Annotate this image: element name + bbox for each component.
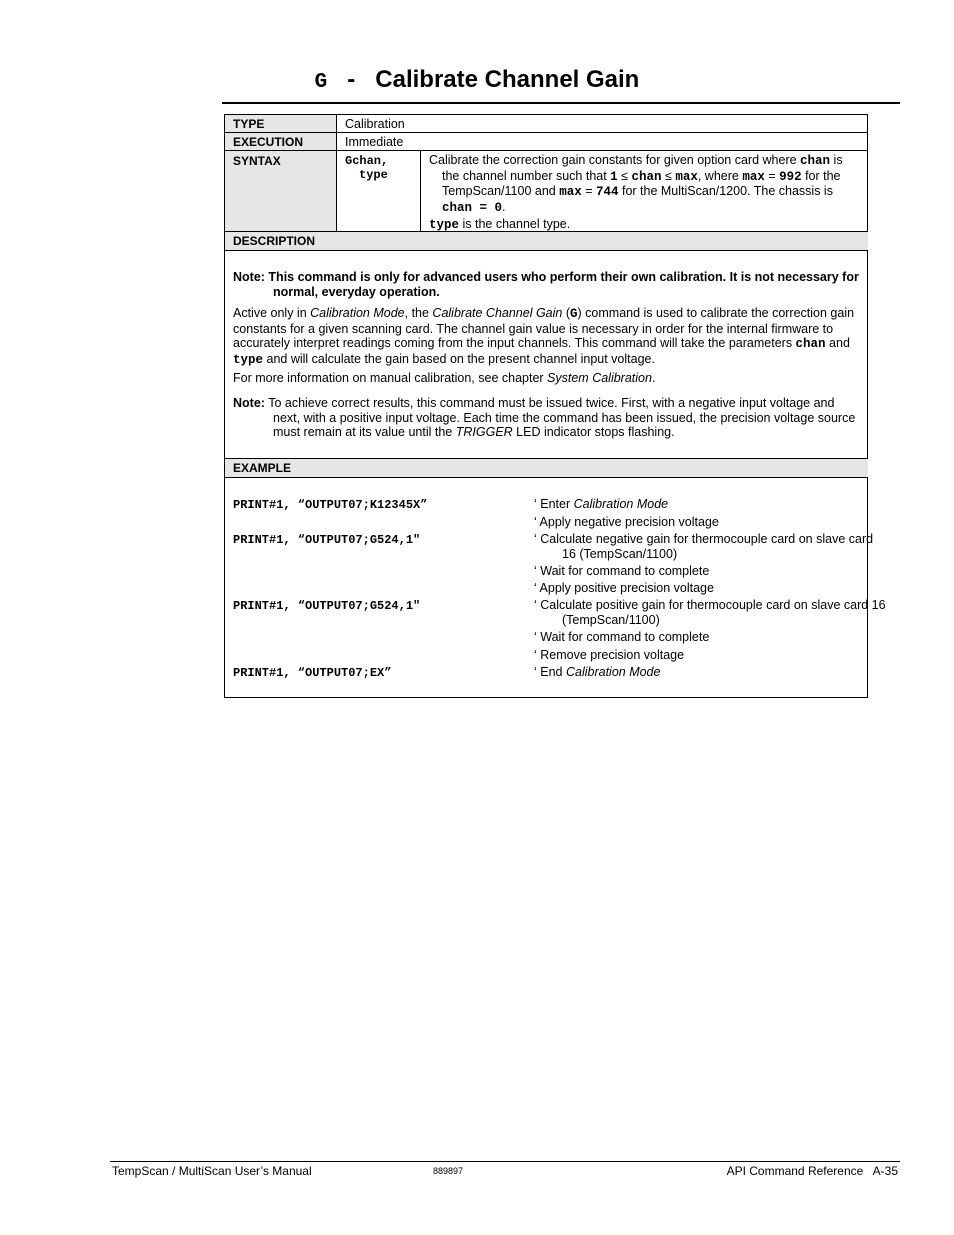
example-code-line: PRINT#1, “OUTPUT07;G524,1" [233,599,421,613]
type-value: Calibration [345,117,405,131]
procedure-note: Note: To achieve correct results, this command must be issued twice. First, with a negative input voltage and next, with a positive input voltage. Each time the command has been issued, the precision voltage source must remain at its value until the TRIGGER LED indicator stops flashing. [233,396,856,440]
example-comment: ‘ Calculate positive gain for thermocouple card on slave card 16 (TempScan/1100) [534,598,886,627]
footer-rule [110,1161,900,1162]
example-comment: ‘ Apply positive precision voltage [534,581,714,595]
command-table [224,114,886,698]
row-divider [225,132,867,133]
execution-value: Immediate [345,135,404,149]
page-title [0,66,954,94]
example-label: EXAMPLE [233,461,292,475]
syntax-description: Calibrate the correction gain constants for given option card where chan is the channel number such that 1 ≤ chan ≤ max, where max = 992 for the TempScan/1100 and max = 744 for the MultiScan/1200. The chassis is chan = 0. type is the channel type. [429,153,843,233]
syntax-label: SYNTAX [233,154,281,168]
column-divider [420,150,421,231]
row-divider [225,477,867,478]
example-comment: ‘ Remove precision voltage [534,648,685,662]
description-label: DESCRIPTION [233,234,316,248]
command-letter: G [314,71,328,94]
execution-label: EXECUTION [233,135,304,149]
example-comment: ‘ Wait for command to complete [534,630,710,644]
row-divider [225,250,867,251]
title-separator: - [347,66,356,93]
column-divider [336,115,337,231]
description-header-bg [225,232,868,250]
example-header-bg [225,459,868,477]
description-paragraph: Active only in Calibration Mode, the Calibrate Channel Gain (G) command is used to calibrate the correction gain constants for a given scanning card. The channel gain value is necessary in order for the internal firmware to accurately interpret readings coming from the input channels. This command will take the parameters chan and type and will calculate the gain based on the present channel input voltage. [233,306,855,367]
footer-doc-number: 889897 [433,1166,464,1176]
example-code-line: PRINT#1, “OUTPUT07;EX” [233,666,392,680]
row-divider [225,458,867,459]
row-divider [225,150,867,151]
title-rule [222,102,900,104]
example-comment: ‘ Calculate negative gain for thermocouple card on slave card 16 (TempScan/1100) [534,532,874,561]
footer-section-page: API Command Reference A-35 [726,1164,898,1178]
advanced-user-note: Note: This command is only for advanced users who perform their own calibration. It is not necessary for normal, everyday operation. [233,270,859,299]
syntax-code-line2: type [359,168,388,182]
footer-manual-title: TempScan / MultiScan User’s Manual [112,1164,312,1178]
command-name: Calibrate Channel Gain [375,66,640,93]
example-code-line: PRINT#1, “OUTPUT07;K12345X” [233,498,428,512]
example-comment: ‘ Wait for command to complete [534,564,710,578]
example-comment: ‘ Enter Calibration Mode [534,497,669,511]
example-comment: ‘ Apply negative precision voltage [534,515,719,529]
example-comment: ‘ End Calibration Mode [534,665,661,679]
type-label: TYPE [233,117,265,131]
example-code-line: PRINT#1, “OUTPUT07;G524,1" [233,533,421,547]
syntax-code-line1: Gchan, [345,154,389,168]
more-info-paragraph: For more information on manual calibration, see chapter System Calibration. [233,371,656,385]
